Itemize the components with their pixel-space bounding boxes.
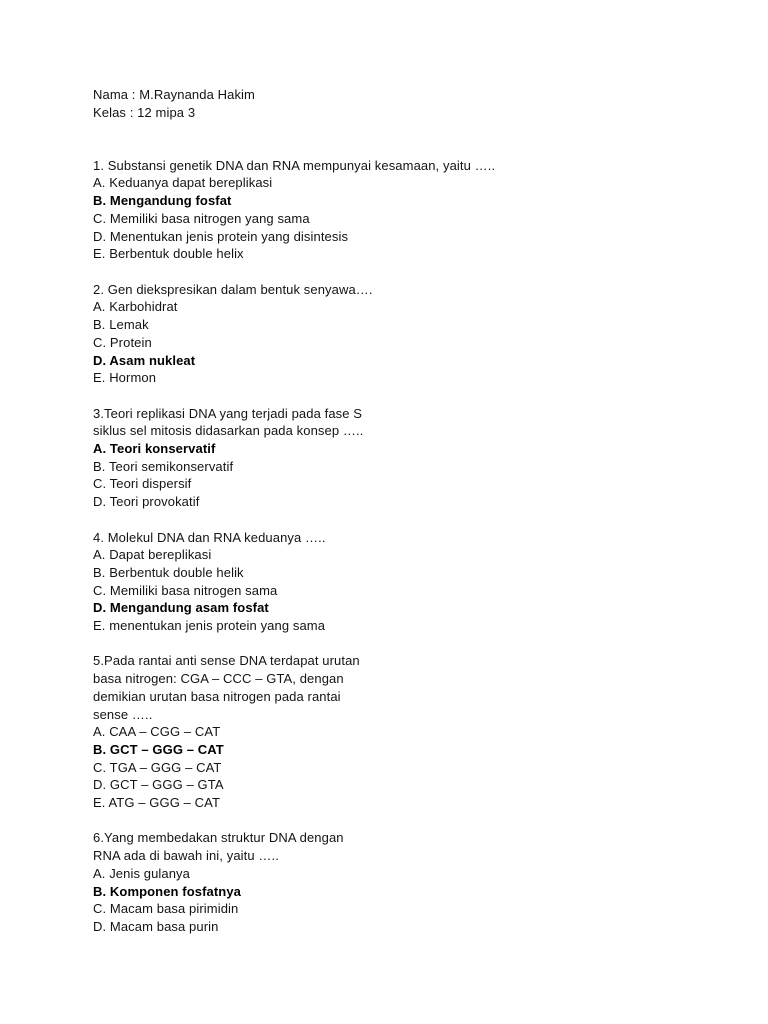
question-stem: siklus sel mitosis didasarkan pada konsep ….. [93, 423, 364, 439]
spacer [93, 511, 713, 529]
answer-option: D. GCT – GGG – GTA [93, 777, 224, 793]
student-class: Kelas : 12 mipa 3 [93, 104, 196, 120]
question-6 [93, 829, 713, 935]
answer-option: B. Berbentuk double helik [93, 564, 244, 580]
answer-option: C. Protein [93, 334, 152, 350]
question-stem: RNA ada di bawah ini, yaitu ….. [93, 848, 279, 864]
question-stem: 3.Teori replikasi DNA yang terjadi pada fase S [93, 405, 363, 421]
question-list [93, 157, 713, 936]
answer-option: B. Lemak [93, 317, 149, 333]
answer-option: C. Macam basa pirimidin [93, 901, 239, 917]
answer-option: B. Teori semikonservatif [93, 458, 234, 474]
answer-option: E. Hormon [93, 370, 157, 386]
question-2 [93, 281, 713, 405]
question-1 [93, 157, 713, 281]
answer-option: A. Karbohidrat [93, 299, 178, 315]
answer-option: C. Teori dispersif [93, 476, 192, 492]
question-stem: 4. Molekul DNA dan RNA keduanya ….. [93, 529, 326, 545]
question-4 [93, 529, 713, 653]
question-stem: basa nitrogen: CGA – CCC – GTA, dengan [93, 671, 344, 687]
spacer [93, 121, 713, 139]
answer-option: D. Macam basa purin [93, 918, 219, 934]
question-3 [93, 405, 713, 529]
question-stem: demikian urutan basa nitrogen pada rantai [93, 688, 341, 704]
spacer [93, 139, 713, 157]
answer-option: D. Menentukan jenis protein yang disintesis [93, 228, 349, 244]
answer-option: C. Memiliki basa nitrogen yang sama [93, 210, 310, 226]
answer-option: E. menentukan jenis protein yang sama [93, 618, 326, 634]
answer-option-selected: D. Asam nukleat [93, 352, 196, 368]
answer-option-selected: D. Mengandung asam fosfat [93, 600, 269, 616]
spacer [93, 812, 713, 830]
answer-option: C. Memiliki basa nitrogen sama [93, 582, 278, 598]
answer-option-selected: B. GCT – GGG – CAT [93, 741, 224, 757]
question-5 [93, 652, 713, 829]
answer-option: A. Jenis gulanya [93, 865, 190, 881]
question-stem: 6.Yang membedakan struktur DNA dengan [93, 830, 344, 846]
spacer [93, 263, 713, 281]
answer-option-selected: B. Mengandung fosfat [93, 193, 232, 209]
question-stem: sense ….. [93, 706, 153, 722]
answer-option: A. CAA – CGG – CAT [93, 724, 221, 740]
answer-option: D. Teori provokatif [93, 494, 200, 510]
answer-option: A. Keduanya dapat bereplikasi [93, 175, 273, 191]
question-stem: 1. Substansi genetik DNA dan RNA mempunyai kesamaan, yaitu ….. [93, 157, 496, 173]
answer-option: E. ATG – GGG – CAT [93, 795, 221, 811]
spacer [93, 387, 713, 405]
answer-option: C. TGA – GGG – CAT [93, 759, 222, 775]
student-name: Nama : M.Raynanda Hakim [93, 87, 255, 102]
answer-option: A. Dapat bereplikasi [93, 547, 212, 563]
question-stem: 5.Pada rantai anti sense DNA terdapat urutan [93, 653, 360, 669]
answer-option: E. Berbentuk double helix [93, 246, 244, 262]
answer-option-selected: A. Teori konservatif [93, 441, 216, 456]
question-stem: 2. Gen diekspresikan dalam bentuk senyawa…. [93, 281, 373, 297]
spacer [93, 635, 713, 653]
document-body [93, 86, 713, 936]
answer-option-selected: B. Komponen fosfatnya [93, 883, 241, 899]
